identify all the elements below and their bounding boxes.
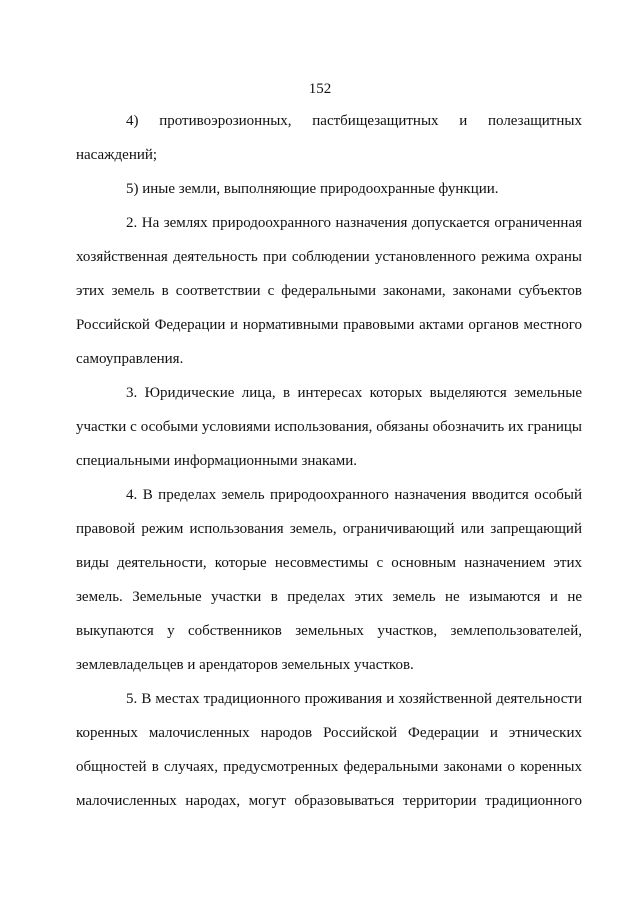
text-line: хозяйственная деятельность при соблюдении установленного режима охраны <box>76 249 582 265</box>
text-line: земель. Земельные участки в пределах этих земель не изымаются и не <box>76 589 582 605</box>
paragraph-item-4 <box>76 104 582 172</box>
text-line: насаждений; <box>76 147 158 163</box>
text-line: 3. Юридические лица, в интересах которых выделяются земельные <box>126 385 582 401</box>
word: и <box>459 113 468 129</box>
text-line: 5) иные земли, выполняющие природоохранные функции. <box>126 181 499 197</box>
word: 4) <box>126 113 139 129</box>
text-line: этих земель в соответствии с федеральными законами, законами субъектов <box>76 283 582 299</box>
text-line <box>76 104 582 138</box>
text-line: Российской Федерации и нормативными правовыми актами органов местного <box>76 317 582 333</box>
text-line: выкупаются у собственников земельных участков, землепользователей, <box>76 623 582 639</box>
paragraph-point-3 <box>76 376 582 478</box>
text-line: специальными информационными знаками. <box>76 453 358 469</box>
text-line: участки с особыми условиями использования, обязаны обозначить их границы <box>76 419 582 435</box>
page-number: 152 <box>308 81 332 97</box>
text-line: самоуправления. <box>76 351 184 367</box>
paragraph-point-5 <box>76 682 582 818</box>
paragraph-item-5 <box>76 172 582 206</box>
text-line: правовой режим использования земель, ограничивающий или запрещающий <box>76 521 582 537</box>
document-body <box>76 104 582 818</box>
text-line: малочисленных народах, могут образовываться территории традиционного <box>76 793 582 809</box>
word: противоэрозионных, <box>159 113 292 129</box>
text-line: 4. В пределах земель природоохранного назначения вводится особый <box>126 487 582 503</box>
text-line: 5. В местах традиционного проживания и хозяйственной деятельности <box>126 691 582 707</box>
word: пастбищезащитных <box>312 113 439 129</box>
text-line: 2. На землях природоохранного назначения допускается ограниченная <box>126 215 582 231</box>
text-line: виды деятельности, которые несовместимы с основным назначением этих <box>76 555 582 571</box>
text-line: землевладельцев и арендаторов земельных участков. <box>76 657 414 673</box>
text-line: общностей в случаях, предусмотренных федеральными законами о коренных <box>76 759 582 775</box>
text-line: коренных малочисленных народов Российской Федерации и этнических <box>76 725 582 741</box>
paragraph-point-4 <box>76 478 582 682</box>
paragraph-point-2 <box>76 206 582 376</box>
word: полезащитных <box>487 113 582 129</box>
